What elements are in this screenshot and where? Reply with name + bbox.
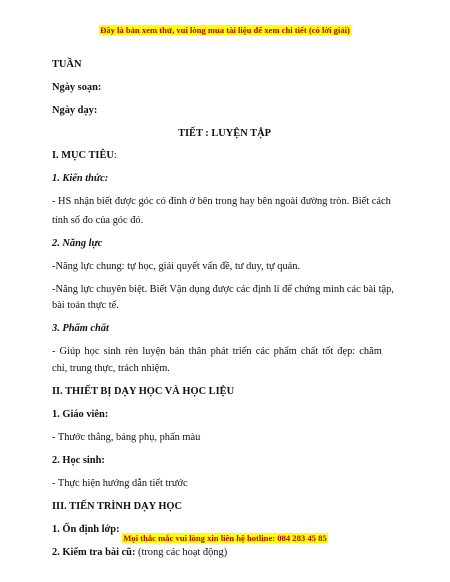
- general-competence: -Năng lực chung: tự học, giải quyết vấn đề, tư duy, tự quản.: [52, 261, 301, 272]
- section-2-heading: II. THIẾT BỊ DẠY HỌC VÀ HỌC LIỆU: [52, 386, 235, 397]
- specific-competence-line-1: -Năng lực chuyên biệt. Biết Vận dụng được các định lí để chứng minh các bài tập,: [52, 284, 394, 295]
- section-3-heading: III. TIẾN TRÌNH DẠY HỌC: [52, 501, 183, 512]
- qualities-line-1: - Giúp học sinh rèn luyện bản thân phát triển các phẩm chất tốt đẹp: chăm: [52, 346, 382, 357]
- knowledge-line-1: - HS nhận biết được góc có đỉnh ở bên trong hay bên ngoài đường tròn. Biết cách: [52, 196, 391, 207]
- preview-notice-text: Đây là bản xem thử, vui lòng mua tài liệu để xem chi tiết (có lời giải): [100, 25, 350, 35]
- teach-date-label: Ngày dạy:: [52, 105, 98, 116]
- hotline-text: Mọi thắc mắc vui lòng xin liên hệ hotline: 084 283 45 85: [123, 533, 327, 543]
- student-heading: 2. Học sinh:: [52, 455, 105, 466]
- old-lesson-check-note: (trong các hoạt động): [135, 547, 228, 558]
- week-label: TUẦN: [52, 59, 82, 70]
- lesson-title: TIẾT : LUYỆN TẬP: [178, 128, 271, 139]
- document-page: [52, 58, 397, 560]
- teacher-heading: 1. Giáo viên:: [52, 409, 109, 420]
- old-lesson-check: [52, 546, 397, 560]
- section-1-heading-text: I. MỤC TIÊU: [52, 150, 114, 161]
- knowledge-line-2: tính số đo của góc đó.: [52, 215, 144, 226]
- section-1-heading: [52, 149, 397, 163]
- competence-heading: 2. Năng lực: [52, 238, 103, 249]
- qualities-heading: 3. Phẩm chất: [52, 323, 109, 334]
- qualities-line-2: chỉ, trung thực, trách nhiệm.: [52, 363, 170, 374]
- preview-notice-banner: [0, 25, 450, 35]
- teacher-materials: - Thước thẳng, bảng phụ, phấn màu: [52, 432, 201, 443]
- knowledge-heading: 1. Kiến thức:: [52, 173, 109, 184]
- section-1-heading-colon: :: [113, 150, 117, 161]
- student-tasks: - Thực hiện hướng dẫn tiết trước: [52, 478, 188, 489]
- specific-competence-line-2: bài toán thực tế.: [52, 300, 119, 311]
- old-lesson-check-heading: 2. Kiểm tra bài cũ:: [52, 547, 136, 558]
- prep-date-label: Ngày soạn:: [52, 82, 102, 93]
- class-setup-heading: 1. Ổn định lớp:: [52, 524, 120, 535]
- hotline-banner: [0, 533, 450, 543]
